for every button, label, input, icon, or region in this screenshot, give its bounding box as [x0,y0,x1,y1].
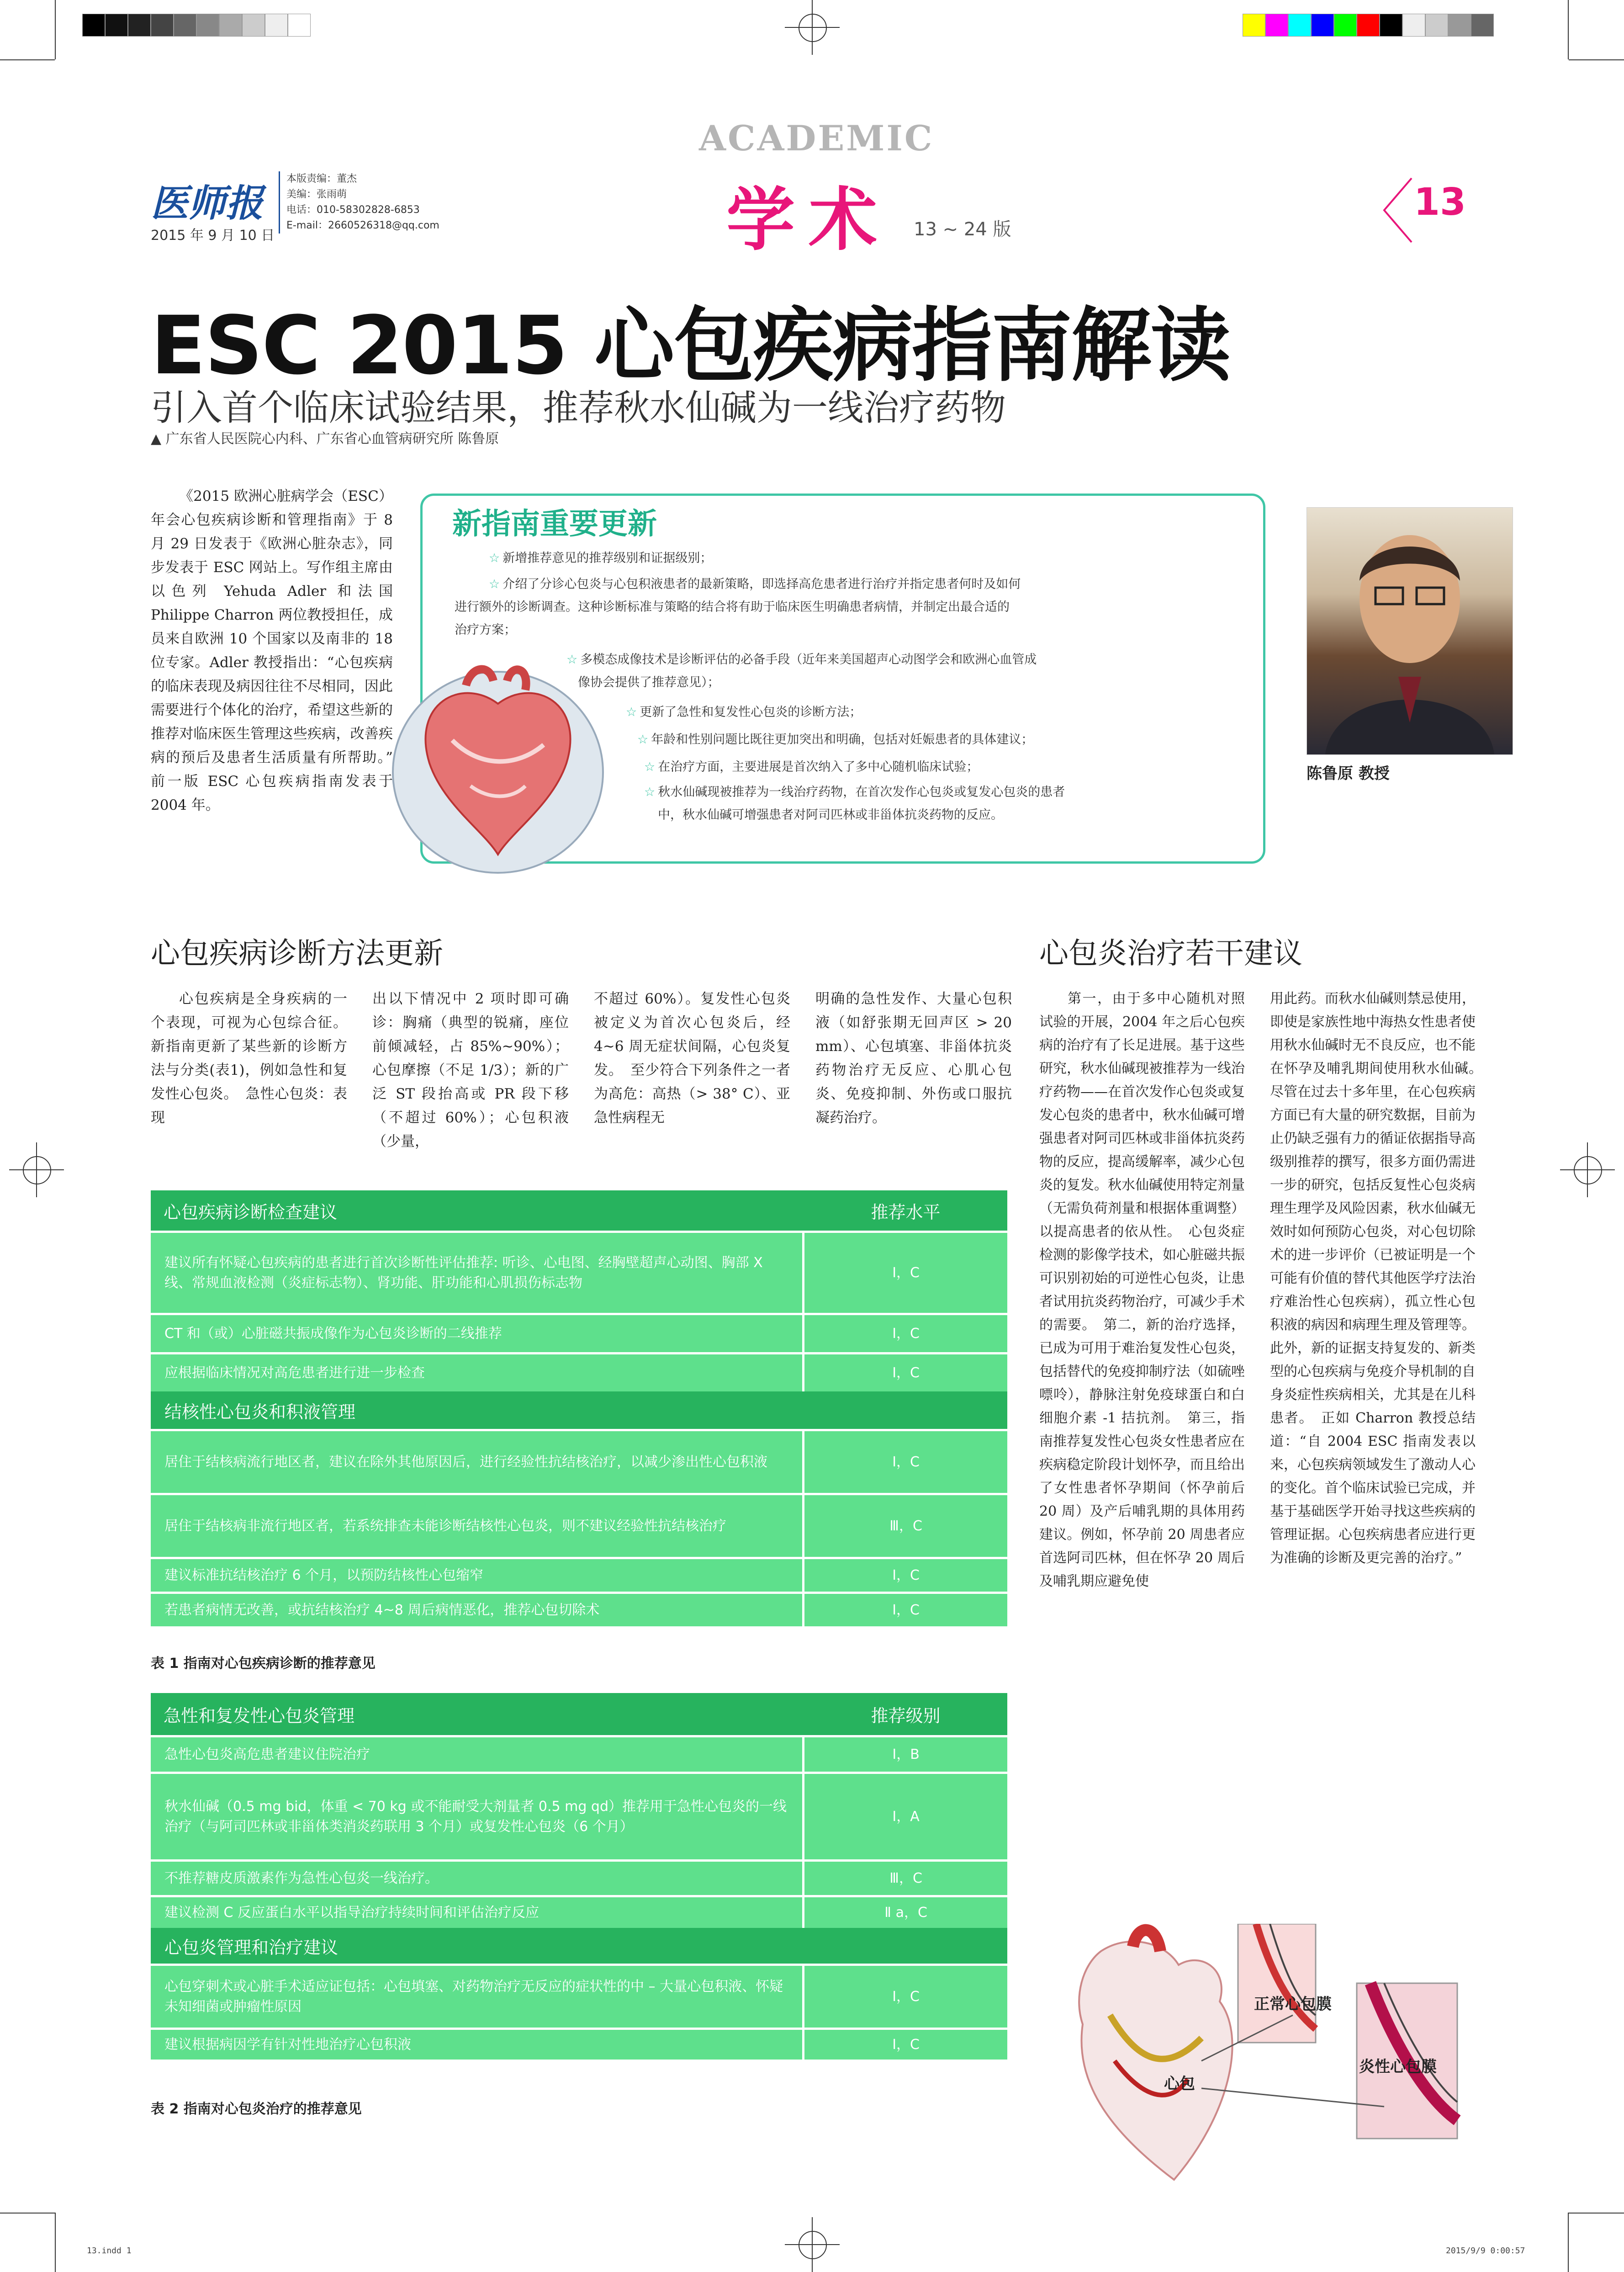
highlight-item: ☆ 秋水仙碱现被推荐为一线治疗药物，在首次发作心包炎或复发心包炎的患者 [644,785,1065,799]
table-row: 建议根据病因学有针对性地治疗心包积液 Ⅰ，C [151,2028,1007,2060]
heart-illustration [379,649,617,887]
table-row: 急性心包炎高危患者建议住院治疗 Ⅰ，B [151,1735,1007,1772]
highlight-item-cont: 中，秋水仙碱可增强患者对阿司匹林或非甾体抗炎药物的反应。 [658,808,1003,822]
table-subheader: 结核性心包炎和积液管理 [151,1391,1007,1429]
registration-mark-bottom [785,2217,840,2272]
crop-mark [0,59,55,60]
registration-mark-top [785,0,840,55]
highlight-item-cont: 治疗方案； [455,623,516,637]
gray-scale-bar [82,14,311,37]
section2-col1: 第一，由于多中心随机对照试验的开展，2004 年之后心包疾病的治疗有了长足进展。基于这些研究，秋水仙碱现被推荐为一线治疗药物——在首次发作心包炎或复发心包炎的患者中，秋水仙碱可增强患者对阿司匹林或非甾体抗炎药物的反应，提高缓解率，减少心包炎的复发。秋水仙碱使用特定剂量（无需负荷剂量和根据体重调整）以提高患者的依从性。 心包炎症检测的影像学技术，如心脏磁共振可识别初始的可逆性心包炎，让患者试用抗炎药物治疗，可减少手术的需要。 第二，新的治疗选择，已成为可用于难治复发性心包炎，包括替代的免疫抑制疗法（如硫唑嘌呤），静脉注射免疫球蛋白和白细胞介素 -1 拮抗剂。 第三，指南推荐复发性心包炎女性患者应在疾病稳定阶段计划怀孕，而且给出了女性患者怀孕期间（怀孕前后 20 周）及产后哺乳期的具体用药建议。例如，怀孕前 20 周患者应首选阿司匹林，但在怀孕 20 周后及哺乳期应避免使 [1039,991,1245,1589]
star-icon: ☆ [644,785,656,799]
designer-line: 美编：张雨萌 [286,189,347,200]
highlight-item-cont: 像协会提供了推荐意见）； [578,675,720,690]
crop-mark [1568,0,1569,59]
crop-mark [0,2213,55,2214]
editor-line: 本版责编：董杰 [286,173,357,185]
table-row: 建议所有怀疑心包疾病的患者进行首次诊断性评估推荐: 听诊、心电图、经胸壁超声心动图、胸部 X 线、常规血液检测（炎症标志物）、肾功能、肝功能和心肌损伤标志物 Ⅰ，C [151,1231,1007,1313]
file-slug: 13.indd 1 [87,2246,132,2256]
highlight-item: ☆ 在治疗方面，主要进展是首次纳入了多中心随机临床试验； [644,760,979,774]
table-2-caption: 表 2 指南对心包炎治疗的推荐意见 [151,2101,362,2117]
table-header: 急性和复发性心包炎管理 推荐级别 [151,1693,1007,1735]
highlight-item: ☆ 多模态成像技术是诊断评估的必备手段（近年来美国超声心动图学会和欧洲心血管成 [566,653,1037,667]
email-line: E-mail：2660526318@qq.com [286,220,439,231]
section-english: ACADEMIC [699,118,934,159]
table-row: 居住于结核病非流行地区者，若系统排查未能诊断结核性心包炎，则不建议经验性抗结核治疗 Ⅲ，C [151,1493,1007,1557]
star-icon: ☆ [566,653,578,667]
table-row: 建议检测 C 反应蛋白水平以指导治疗持续时间和评估治疗反应 Ⅱ a，C [151,1895,1007,1928]
crop-mark [55,0,56,59]
table-row: 心包穿刺术或心脏手术适应证包括：心包填塞、对药物治疗无反应的症状性的中 – 大量心包积液、怀疑未知细菌或肿瘤性原因 Ⅰ，C [151,1964,1007,2028]
table-subheader: 心包炎管理和治疗建议 [151,1928,1007,1964]
star-icon: ☆ [626,705,637,719]
table-header [151,1190,1007,1231]
portrait-image [1307,508,1513,754]
highlights-title: 新指南重要更新 [452,507,657,541]
table-header-level: 推荐水平 [871,1202,941,1222]
page-range: 13 ~ 24 版 [914,219,1011,240]
article-author: ▲ 广东省人民医院心内科、广东省心血管病研究所 陈鲁原 [151,431,499,447]
highlight-item: ☆ 介绍了分诊心包炎与心包积液患者的最新策略，即选择高危患者进行治疗并指定患者何时及如何 [489,577,1021,591]
phone-line: 电话：010-58302828-6853 [286,204,420,216]
table-row: 秋水仙碱（0.5 mg bid，体重 < 70 kg 或不能耐受大剂量者 0.5 mg qd）推荐用于急性心包炎的一线治疗（与阿司匹林或非甾体类消炎药联用 3 个月）或复发性心包炎（6 个月） Ⅰ，A [151,1772,1007,1859]
print-timestamp: 2015/9/9 0:00:57 [1446,2246,1525,2256]
table-row: 不推荐糖皮质激素作为急性心包炎一线治疗。 Ⅲ，C [151,1859,1007,1895]
crop-mark [1568,2213,1569,2272]
table-row: 若患者病情无改善，或抗结核治疗 4~8 周后病情恶化，推荐心包切除术 Ⅰ，C [151,1592,1007,1626]
registration-mark-right [1560,1142,1615,1197]
intro-paragraph: 《2015 欧洲心脏病学会（ESC）年会心包疾病诊断和管理指南》于 8 月 29 日发表于《欧洲心脏杂志》，同步发表于 ESC 网站上。写作组主席由以色列 Yehuda Adler 和法国 Philippe Charron 两位教授担任，成员来自欧洲 10 个国家以及南非的 18 位专家。Adler 教授指出：“心包疾病的临床表现及病因往往不尽相同，因此需要进行个体化的治疗，希望这些新的推荐对临床医生管理这些疾病，改善疾病的预后及患者生活质量有所帮助。” 前一版 ESC 心包疾病指南发表于 2004 年。 [151,488,393,813]
section-heading-diagnosis: 心包疾病诊断方法更新 [151,937,443,971]
article-subtitle: 引入首个临床试验结果，推荐秋水仙碱为一线治疗药物 [151,388,1006,429]
star-icon: ☆ [637,733,649,747]
pericardium-figure [1064,1924,1512,2216]
section2-col2: 用此药。而秋水仙碱则禁忌使用，即使是家族性地中海热女性患者使用秋水仙碱时无不良反应，也不能在怀孕及哺乳期间使用秋水仙碱。 尽管在过去十多年里，在心包疾病方面已有大量的研究数据，目前为止仍缺乏强有力的循证依据指导高级别推荐的撰写，很多方面仍需进一步的研究，包括反复性心包炎病理生理学及风险因素，秋水仙碱无效时如何预防心包炎，对心包切除术的进一步评价（已被证明是一个可能有价值的替代其他医学疗法治疗难治性心包疾病），孤立性心包积液的病因和病理生理及管理等。此外，新的证据支持复发的、新类型的心包疾病与免疫介导机制的自身炎症性疾病相关，尤其是在儿科患者。 正如 Charron 教授总结道：“自 2004 ESC 指南发表以来，心包疾病领域发生了激动人心的变化。首个临床试验已完成，并基于基础医学开始寻找这些疾病的管理证据。心包疾病患者应进行更为准确的诊断及更完善的治疗。” [1270,991,1489,1566]
issue-date: 2015 年 9 月 10 日 [151,228,275,244]
table-row: 建议标准抗结核治疗 6 个月，以预防结核性心包缩窄 Ⅰ，C [151,1557,1007,1592]
article-title: ESC 2015 心包疾病指南解读 [151,299,1230,393]
star-icon: ☆ [489,551,500,565]
crop-mark [1569,2213,1624,2214]
section-heading-treatment: 心包炎治疗若干建议 [1039,937,1302,971]
color-bar [1243,14,1494,37]
page-chevron-icon [1380,176,1416,244]
highlight-item: ☆ 更新了急性和复发性心包炎的诊断方法； [626,705,862,719]
label-inflamed-pericardium: 炎性心包膜 [1359,2058,1437,2076]
highlight-item-cont: 进行额外的诊断调查。这种诊断标准与策略的结合将有助于临床医生明确患者病情，并制定出最合适的 [455,600,1010,614]
table-row: 应根据临床情况对高危患者进行进一步检查 Ⅰ，C [151,1352,1007,1391]
portrait-caption: 陈鲁原 教授 [1307,764,1390,783]
crop-mark [1569,59,1624,60]
section1-col4: 明确的急性发作、大量心包积液（如舒张期无回声区 > 20 mm）、心包填塞、非甾体抗炎药物治疗无反应、心肌心包炎、免疫抑制、外伤或口服抗凝药治疗。 [815,991,1012,1126]
label-pericardium: 心包 [1164,2075,1195,2093]
page-number: 13 [1414,180,1466,224]
section1-col1: 心包疾病是全身疾病的一个表现，可视为心包综合征。新指南更新了某些新的诊断方法与分类(表1)，例如急性和复发性心包炎。 急性心包炎：表现 [151,991,347,1126]
table-row: CT 和（或）心脏磁共振成像作为心包炎诊断的二线推荐 Ⅰ，C [151,1313,1007,1352]
table-1-caption: 表 1 指南对心包疾病诊断的推荐意见 [151,1656,376,1672]
star-icon: ☆ [489,577,500,591]
section1-col3: 不超过 60%）。复发性心包炎被定义为首次心包炎后，经 4~6 周无症状间隔，心包炎复发。 至少符合下列条件之一者为高危：高热（> 38° C）、亚急性病程无 [594,991,790,1126]
highlight-item: ☆ 年龄和性别问题比既往更加突出和明确，包括对妊娠患者的具体建议； [637,733,1034,747]
section-title: 学术 [726,180,891,260]
label-normal-pericardium: 正常心包膜 [1254,1995,1332,2013]
author-portrait [1307,507,1513,755]
newspaper-logo: 医师报 [151,181,263,225]
table-row: 居住于结核病流行地区者，建议在除外其他原因后，进行经验性抗结核治疗，以减少渗出性心包积液 Ⅰ，C [151,1429,1007,1493]
editor-info [279,171,439,234]
highlight-item: ☆ 新增推荐意见的推荐级别和证据级别； [489,551,713,565]
section1-col2: 出以下情况中 2 项时即可确诊：胸痛（典型的锐痛，座位前倾减轻，占 85%~90%）；心包摩擦（不足 1/3）；新的广泛 ST 段抬高或 PR 段下移（不超过 60%）；心包积液（少量， [372,991,569,1150]
registration-mark-left [9,1142,64,1197]
crop-mark [55,2213,56,2272]
star-icon: ☆ [644,760,656,774]
table-header-item: 心包疾病诊断检查建议 [164,1202,338,1222]
